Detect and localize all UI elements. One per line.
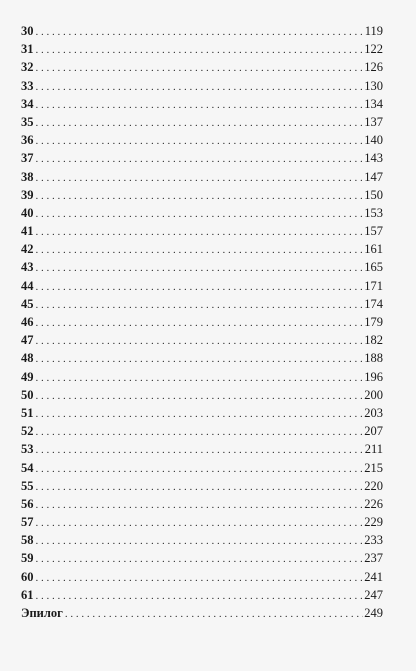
toc-entry-page-number: 215 [364,460,383,475]
toc-entry-label: 50 [21,387,34,402]
dot-leader [36,332,364,350]
toc-entry-label: 59 [21,551,34,566]
toc-entry-page-number: 161 [364,242,383,257]
toc-entry [21,113,383,131]
dot-leader [36,514,364,532]
dot-leader [36,59,364,77]
toc-entry-label: 52 [21,424,34,439]
toc-entry [21,459,383,477]
toc-entry-label: 32 [21,60,34,75]
toc-entry-page-number: 134 [364,96,383,111]
dot-leader [36,387,364,405]
dot-leader [36,169,364,187]
table-of-contents [21,22,383,622]
toc-entry-label: 35 [21,114,34,129]
dot-leader [36,369,364,387]
toc-entry-label: 45 [21,296,34,311]
dot-leader [36,23,364,41]
toc-entry [21,604,383,622]
toc-entry-label: 33 [21,78,34,93]
toc-entry [21,58,383,76]
toc-entry-page-number: 200 [364,387,383,402]
toc-entry [21,204,383,222]
dot-leader [36,423,364,441]
toc-entry-page-number: 174 [364,296,383,311]
toc-entry [21,277,383,295]
toc-entry-page-number: 226 [364,496,383,511]
toc-entry [21,386,383,404]
toc-entry [21,440,383,458]
dot-leader [36,150,364,168]
dot-leader [36,496,364,514]
toc-entry-label: 39 [21,187,34,202]
toc-entry-page-number: 122 [364,42,383,57]
toc-entry-label: 31 [21,42,34,57]
toc-entry-page-number: 233 [364,533,383,548]
toc-entry-label: 44 [21,278,34,293]
toc-entry-label: 61 [21,587,34,602]
toc-entry-label: 54 [21,460,34,475]
toc-entry [21,186,383,204]
dot-leader [36,550,364,568]
toc-entry [21,368,383,386]
dot-leader [36,41,364,59]
toc-entry-label: 47 [21,333,34,348]
toc-entry [21,313,383,331]
dot-leader [36,132,364,150]
dot-leader [36,114,364,132]
toc-entry [21,295,383,313]
toc-entry [21,258,383,276]
toc-entry-page-number: 188 [364,351,383,366]
toc-entry-page-number: 203 [364,405,383,420]
dot-leader [36,278,364,296]
toc-entry-page-number: 153 [364,205,383,220]
dot-leader [36,350,364,368]
toc-entry-label: 37 [21,151,34,166]
toc-entry-page-number: 157 [364,224,383,239]
toc-entry-label: 34 [21,96,34,111]
toc-entry-page-number: 182 [364,333,383,348]
toc-entry-page-number: 211 [364,442,383,457]
toc-entry-label: 42 [21,242,34,257]
toc-entry [21,222,383,240]
dot-leader [36,296,364,314]
toc-entry [21,331,383,349]
toc-entry-page-number: 119 [364,24,383,38]
toc-entry-page-number: 165 [364,260,383,275]
dot-leader [36,205,364,223]
dot-leader [36,460,364,478]
toc-entry [21,513,383,531]
toc-entry [21,404,383,422]
toc-entry [21,495,383,513]
toc-entry-page-number: 179 [364,315,383,329]
toc-entry-page-number: 126 [364,60,383,75]
dot-leader [36,259,364,277]
dot-leader [36,405,364,423]
toc-entry-label: Эпилог [21,606,63,620]
toc-entry-page-number: 220 [364,478,383,493]
toc-entry-page-number: 130 [364,78,383,93]
toc-entry-page-number: 143 [364,151,383,166]
toc-entry-page-number: 207 [364,424,383,439]
toc-entry-label: 57 [21,515,34,530]
toc-entry [21,349,383,367]
toc-entry-page-number: 150 [364,187,383,202]
toc-entry-page-number: 229 [364,515,383,530]
toc-entry [21,22,383,40]
toc-entry-label: 30 [21,24,34,38]
toc-entry [21,531,383,549]
toc-entry [21,95,383,113]
dot-leader [65,605,363,623]
toc-entry-label: 55 [21,478,34,493]
dot-leader [36,478,364,496]
toc-entry-page-number: 147 [364,169,383,184]
dot-leader [36,532,364,550]
dot-leader [36,587,364,605]
toc-entry [21,586,383,604]
toc-entry-label: 48 [21,351,34,366]
toc-entry-label: 38 [21,169,34,184]
toc-entry-label: 53 [21,442,34,457]
toc-entry-label: 36 [21,133,34,148]
toc-entry [21,477,383,495]
toc-entry-label: 58 [21,533,34,548]
toc-entry-page-number: 237 [364,551,383,566]
toc-entry-label: 41 [21,224,34,239]
toc-entry-page-number: 249 [364,606,383,620]
toc-entry-page-number: 137 [364,114,383,129]
toc-entry [21,568,383,586]
toc-entry [21,168,383,186]
dot-leader [36,187,364,205]
dot-leader [36,96,364,114]
toc-entry [21,77,383,95]
dot-leader [36,441,364,459]
dot-leader [36,569,364,587]
toc-entry-label: 60 [21,569,34,584]
toc-entry-page-number: 171 [364,278,383,293]
dot-leader [36,78,364,96]
dot-leader [36,223,364,241]
toc-entry-label: 43 [21,260,34,275]
toc-entry [21,422,383,440]
toc-entry-label: 56 [21,496,34,511]
dot-leader [36,314,364,332]
toc-entry [21,240,383,258]
toc-entry-label: 49 [21,369,34,384]
toc-entry [21,131,383,149]
toc-entry-page-number: 140 [364,133,383,148]
toc-entry-page-number: 196 [364,369,383,384]
toc-entry [21,149,383,167]
toc-entry-label: 51 [21,405,34,420]
toc-entry [21,549,383,567]
toc-entry-label: 46 [21,315,34,329]
dot-leader [36,241,364,259]
toc-entry-label: 40 [21,205,34,220]
toc-entry-page-number: 247 [364,587,383,602]
toc-entry-page-number: 241 [364,569,383,584]
toc-entry [21,40,383,58]
